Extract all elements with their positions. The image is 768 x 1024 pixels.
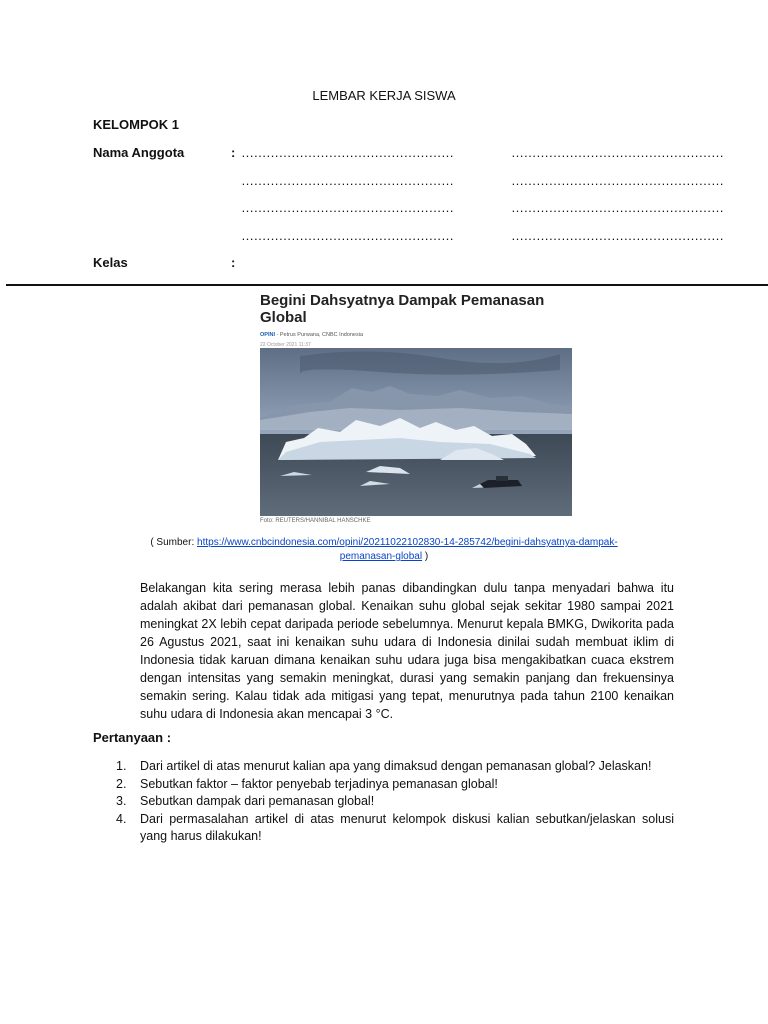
question-text: Sebutkan faktor – faktor penyebab terjadinya pemanasan global! — [140, 776, 498, 791]
member-line-2a: …………………………………………… — [241, 173, 454, 188]
article-byline — [260, 332, 363, 338]
class-colon: : — [231, 255, 236, 270]
member-line-1a: …………………………………………… — [241, 145, 454, 160]
header-divider — [6, 284, 768, 286]
article-date: 22 October 2021 11:37 — [260, 342, 311, 348]
source-prefix: ( Sumber: — [150, 537, 198, 548]
question-number: 4. — [116, 811, 127, 826]
questions-heading: Pertanyaan : — [93, 730, 172, 745]
members-label: Nama Anggota — [93, 145, 185, 160]
article-headline: Begini Dahsyatnya Dampak Pemanasan Global — [260, 292, 545, 326]
source-citation — [0, 536, 768, 564]
article-byline-tag: OPINI — [260, 332, 275, 338]
member-line-4b: …………………………………………… — [511, 228, 724, 243]
source-suffix: ) — [422, 551, 429, 562]
question-number: 1. — [116, 759, 127, 773]
class-label: Kelas — [93, 255, 128, 270]
member-line-2b: …………………………………………… — [511, 173, 724, 188]
question-number: 2. — [116, 776, 127, 791]
member-line-1b: …………………………………………… — [511, 145, 724, 160]
question-item — [110, 811, 674, 846]
group-label: KELOMPOK 1 — [93, 117, 179, 132]
article-clipping — [252, 290, 578, 528]
article-summary-paragraph: Belakangan kita sering merasa lebih panas dibandingkan dulu tanpa menyadari bahwa itu adalah akibat dari pemanasan global. Kenaikan suhu global sejak sekitar 1980 sampai 2021 meningkat 2X lebih cepat daripada periode sebelumnya. Menurut kepala BMKG, Dwikorita pada 26 Agustus 2021, saat ini kenaikan suhu udara di Indonesia dinilai sudah membuat iklim di Indonesia tidak karuan dimana kenaikan suhu udara juga bisa mengakibatkan cuaca ekstrem dengan intensitas yang semakin meningkat, durasi yang semakin panjang dan frekuensinya semakin sering. Kalau tidak ada mitigasi yang tepat, menurutnya pada tahun 2100 kenaikan suhu udara di Indonesia akan mencapai 3 °C. — [140, 581, 674, 721]
question-number: 3. — [116, 794, 127, 808]
question-text: Dari artikel di atas menurut kalian apa yang dimaksud dengan pemanasan global? Jelaskan! — [140, 759, 652, 773]
member-line-4a: …………………………………………… — [241, 228, 454, 243]
member-line-3b: …………………………………………… — [511, 200, 724, 215]
source-link-part-1[interactable]: https://www.cnbcindonesia.com/opini/20211022102830-14-285742/begini-dahsyatnya-dampak- — [197, 537, 618, 548]
question-item — [110, 776, 674, 794]
question-item — [110, 793, 674, 811]
questions-list — [110, 758, 674, 846]
photo-credit: Foto: REUTERS/HANNIBAL HANSCHKE — [260, 518, 371, 524]
iceberg-photo — [260, 348, 572, 516]
question-item — [110, 758, 674, 776]
article-byline-author: - Petrus Purwana, CNBC Indonesia — [274, 332, 364, 338]
worksheet-title: LEMBAR KERJA SISWA — [312, 88, 456, 103]
member-line-3a: …………………………………………… — [241, 200, 454, 215]
members-colon: : — [231, 145, 236, 160]
source-link-part-2[interactable]: pemanasan-global — [339, 551, 423, 562]
question-text: Dari permasalahan artikel di atas menurut kelompok diskusi kalian sebutkan/jelaskan solusi yang harus dilakukan! — [140, 811, 674, 843]
question-text: Sebutkan dampak dari pemanasan global! — [140, 794, 375, 808]
